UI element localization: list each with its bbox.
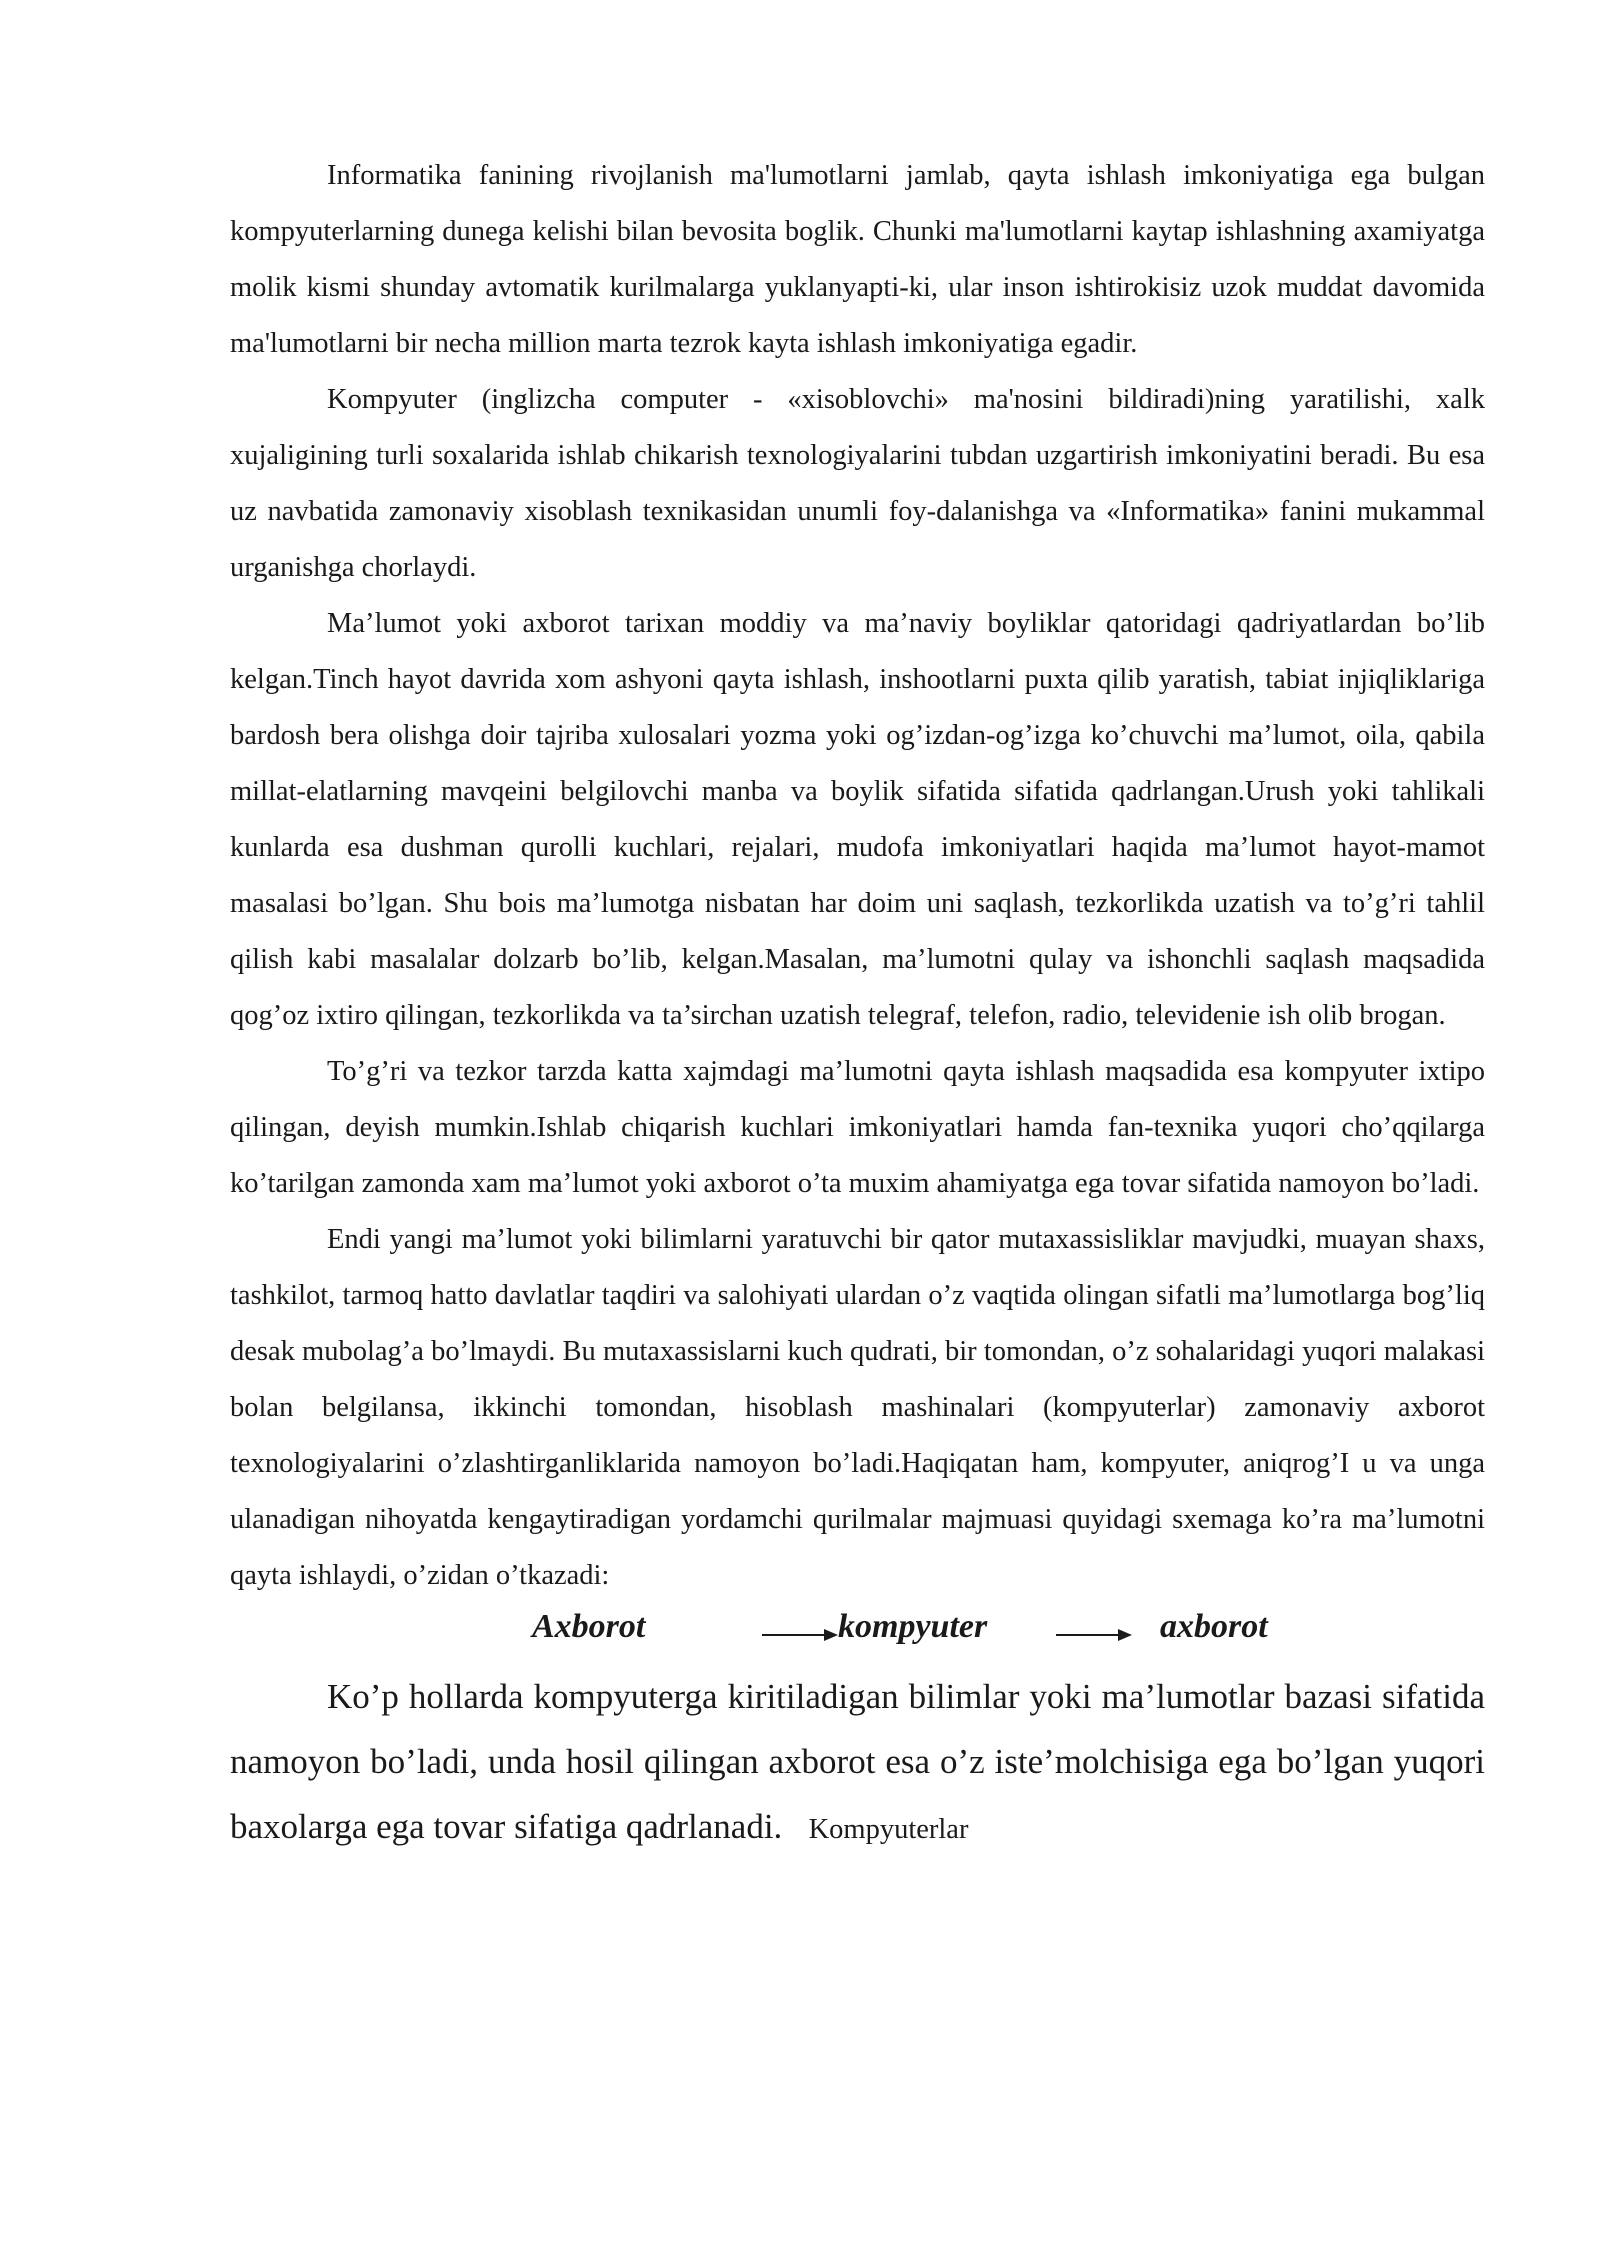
paragraph-6-text: Ko’p hollarda kompyuterga kiritiladigan bilimlar yoki ma’lumotlar bazasi sifatida namoyon bo’ladi, unda hosil qilingan axborot esa o’z iste’molchisiga ega bo’lgan yuqori baxolarga ega tovar sifatiga qadrlanadi. [230, 1677, 1485, 1846]
paragraph-4: To’g’ri va tezkor tarzda katta xajmdagi ma’lumotni qayta ishlash maqsadida esa kompyuter ixtipo qilingan, deyish mumkin.Ishlab chiqarish kuchlari imkoniyatlari hamda fan-texnika yuqori cho’qqilarga ko’tarilgan zamonda xam ma’lumot yoki axborot o’ta muxim ahamiyatga ega tovar sifatida namoyon bo’ladi. [230, 1056, 1485, 1199]
processing-scheme [230, 1604, 1485, 1662]
scheme-input-label: Axborot [532, 1608, 646, 1645]
arrow-right-icon [762, 1628, 838, 1642]
paragraph-2: Kompyuter (inglizcha computer - «xisoblovchi» ma'nosini bildiradi)ning yaratilishi, xalk xujaligining turli soxalarida ishlab chikarish texnologiyalarini tubdan uzgartirish imkoniyatini beradi. Bu esa uz navbatida zamonaviy xisoblash texnikasidan unumli foy-dalanishga va «Informatika» fanini mukammal urganishga chorlaydi. [230, 384, 1485, 583]
scheme-process-label: kompyuter [838, 1608, 988, 1645]
scheme-output-label: axborot [1160, 1608, 1268, 1645]
arrow-right-icon [1056, 1628, 1132, 1642]
paragraph-1: Informatika fanining rivojlanish ma'lumotlarni jamlab, qayta ishlash imkoniyatiga ega bulgan kompyuterlarning dunega kelishi bilan bevosita boglik. Chunki ma'lumotlarni kaytap ishlashning axamiyatga molik kismi shunday avtomatik kurilmalarga yuklanyapti-ki, ular inson ishtirokisiz uzok muddat davomida ma'lumotlarni bir necha million marta tezrok kayta ishlash imkoniyatiga egadir. [230, 160, 1485, 359]
paragraph-6 [230, 1664, 1485, 1862]
paragraph-3: Ma’lumot yoki axborot tarixan moddiy va ma’naviy boyliklar qatoridagi qadriyatlardan bo’lib kelgan.Tinch hayot davrida xom ashyoni qayta ishlash, inshootlarni puxta qilib yaratish, tabiat injiqliklariga bardosh bera olishga doir tajriba xulosalari yozma yoki og’izdan-og’izga ko’chuvchi ma’lumot, oila, qabila millat-elatlarning mavqeini belgilovchi manba va boylik sifatida sifatida qadrlangan.Urush yoki tahlikali kunlarda esa dushman qurolli kuchlari, rejalari, mudofa imkoniyatlari haqida ma’lumot hayot-mamot masalasi bo’lgan. Shu bois ma’lumotga nisbatan har doim uni saqlash, tezkorlikda uzatish va to’g’ri tahlil qilish kabi masalalar dolzarb bo’lib, kelgan.Masalan, ma’lumotni qulay va ishonchli saqlash maqsadida qog’oz ixtiro qilingan, tezkorlikda va ta’sirchan uzatish telegraf, telefon, radio, televidenie ish olib brogan. [230, 608, 1485, 1031]
document-page [230, 148, 1485, 1862]
paragraph-5: Endi yangi ma’lumot yoki bilimlarni yaratuvchi bir qator mutaxassisliklar mavjudki, muayan shaxs, tashkilot, tarmoq hatto davlatlar taqdiri va salohiyati ulardan o’z vaqtida olingan sifatli ma’lumotlarga bog’liq desak mubolag’a bo’lmaydi. Bu mutaxassislarni kuch qudrati, bir tomondan, o’z sohalaridagi yuqori malakasi bolan belgilansa, ikkinchi tomondan, hisoblash mashinalari (kompyuterlar) zamonaviy axborot texnologiyalarini o’zlashtirganliklarida namoyon bo’ladi.Haqiqatan ham, kompyuter, aniqrog’I u va unga ulanadigan nihoyatda kengaytiradigan yordamchi qurilmalar majmuasi quyidagi sxemaga ko’ra ma’lumotni qayta ishlaydi, o’zidan o’tkazadi: [230, 1224, 1485, 1591]
paragraph-6-trailing: Kompyuterlar [808, 1814, 969, 1845]
